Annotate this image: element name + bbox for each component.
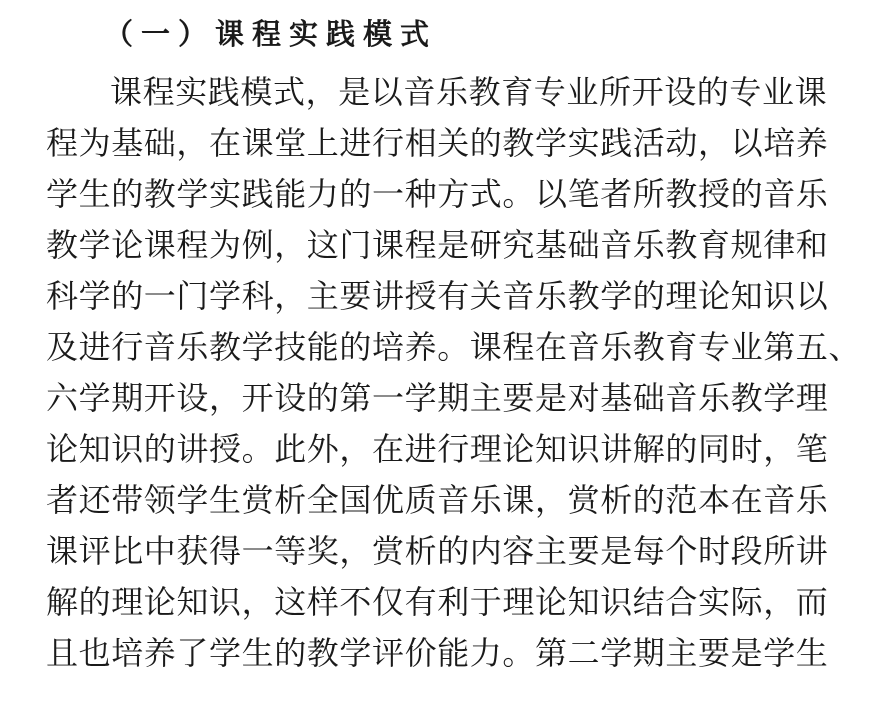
section-heading: （一）课程实践模式 [104,17,438,51]
paragraph-line: 程为基础，在课堂上进行相关的教学实践活动，以培养 [46,124,829,162]
paragraph-line: 解的理论知识，这样不仅有利于理论知识结合实际，而 [46,583,829,621]
paragraph-line: 科学的一门学科，主要讲授有关音乐教学的理论知识以 [46,277,829,315]
paragraph-line: 学生的教学实践能力的一种方式。以笔者所教授的音乐 [46,175,829,213]
paragraph-line: 及进行音乐教学技能的培养。课程在音乐教育专业第五、 [46,328,862,366]
paragraph-line: 且也培养了学生的教学评价能力。第二学期主要是学生 [46,634,829,672]
paragraph-line: 课程实践模式，是以音乐教育专业所开设的专业课 [110,73,828,111]
paragraph-line: 者还带领学生赏析全国优质音乐课，赏析的范本在音乐 [46,481,829,519]
paragraph-line: 教学论课程为例，这门课程是研究基础音乐教育规律和 [46,226,829,264]
paragraph-line: 课评比中获得一等奖，赏析的内容主要是每个时段所讲 [46,532,829,570]
paragraph-line: 论知识的讲授。此外，在进行理论知识讲解的同时，笔 [46,430,829,468]
paragraph-line: 六学期开设，开设的第一学期主要是对基础音乐教学理 [46,379,829,417]
